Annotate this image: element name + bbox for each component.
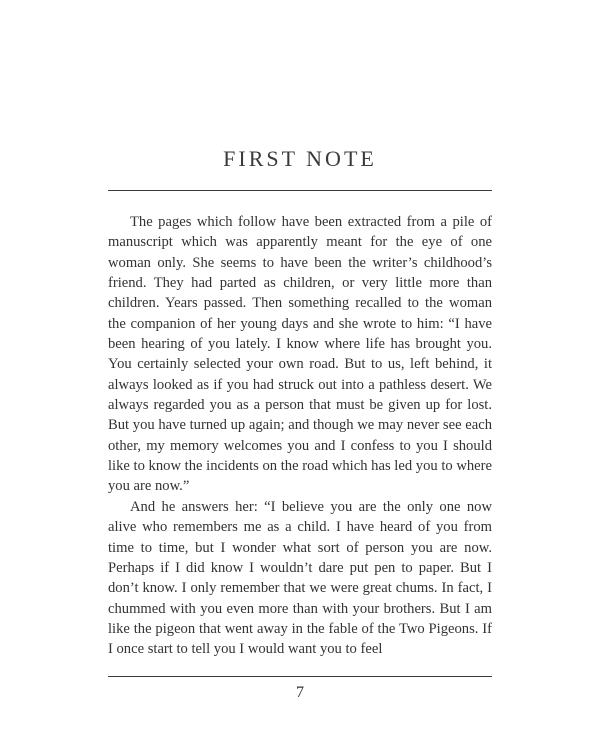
paragraph: And he answers her: “I believe you are the only one now alive who remembers me as a child. I have heard of you from time to time, but I wonder what sort of person you are now. Perhaps if I did know I wouldn’t dare put pen to paper. But I don’t know. I only remember that we were great chums. In fact, I chummed with you even more than with your brothers. But I am like the pigeon that went away in the fable of the Two Pigeons. If I once start to tell you I would want you to feel xyxy=(108,498,492,658)
title-divider xyxy=(108,190,492,191)
paragraph: The pages which follow have been extracted from a pile of manuscript which was apparently meant for the eye of one woman only. She seems to have been the writer’s childhood’s friend. They had parted as children, or very little more than children. Years passed. Then something recalled to the woman the companion of her young days and she wrote to him: “I have been hearing of you lately. I know where life has brought you. You certainly selected your own road. But to us, left behind, it always looked as if you had struck out into a pathless desert. We always regarded you as a person that must be given up for lost. But you have turned up again; and though we may never see each other, my memory welcomes you and I confess to you I should like to know the incidents on the road which has led you to where you are now.” xyxy=(108,214,492,495)
footer-divider xyxy=(108,676,492,677)
chapter-title: FIRST NOTE xyxy=(223,146,377,171)
body-text xyxy=(108,212,492,660)
page-number: 7 xyxy=(296,684,304,701)
